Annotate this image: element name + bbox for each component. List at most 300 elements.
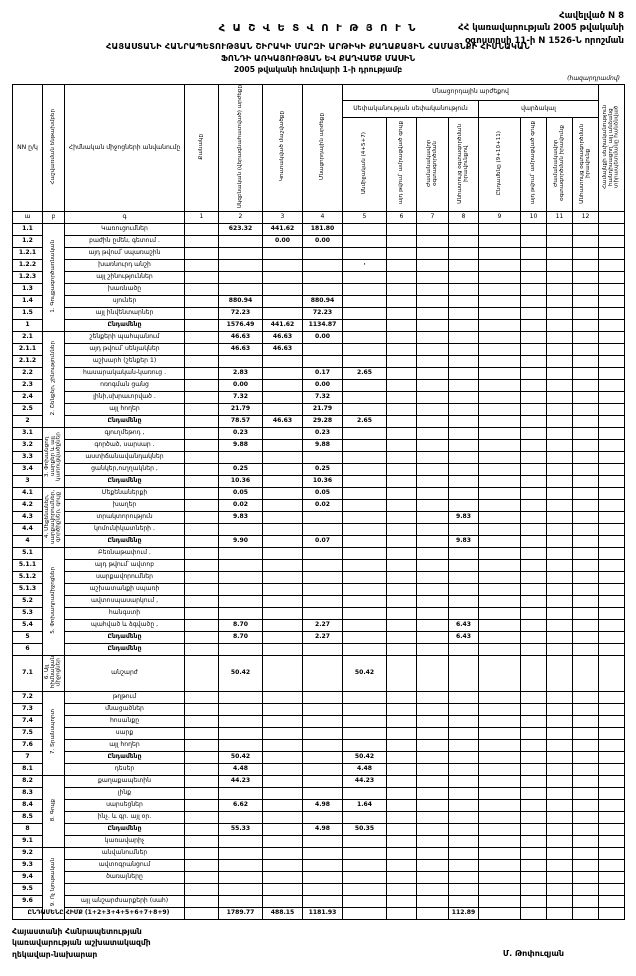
cell-c6 <box>417 871 449 883</box>
cell-c9 <box>521 235 547 247</box>
col-h7: Անհատույց օգտագործման իրավունքով <box>449 118 479 212</box>
cell-c2 <box>263 607 303 619</box>
cell-c4: 1.64 <box>343 799 387 811</box>
cell-c7: 9.83 <box>449 511 479 523</box>
cell-c6 <box>417 691 449 703</box>
row-label: խառնուրդ անշի <box>65 259 185 271</box>
table-row <box>13 787 625 799</box>
cell-c1: 46.63 <box>219 331 263 343</box>
table-row <box>13 331 625 343</box>
cell-c1: 2.83 <box>219 367 263 379</box>
cell-c9 <box>521 463 547 475</box>
cell-c11 <box>573 583 599 595</box>
cell-c12 <box>599 775 625 787</box>
row-id: 8.2 <box>13 775 43 787</box>
cell-c5 <box>387 511 417 523</box>
cell-c0 <box>185 487 219 499</box>
cell-c8 <box>479 367 521 379</box>
row-label: ինչ. և գր. այլ օր. <box>65 811 185 823</box>
annex-line3: օգոստոսի 11-ի N 1526-Ն որոշման <box>465 35 624 46</box>
cell-c9 <box>521 559 547 571</box>
row-group: 7. Տրանսպորտ <box>43 691 65 775</box>
cell-c9 <box>521 367 547 379</box>
cell-c8 <box>479 883 521 895</box>
cell-c9 <box>521 343 547 355</box>
cell-c5 <box>387 487 417 499</box>
cell-c12 <box>599 331 625 343</box>
cell-c7 <box>449 895 479 907</box>
cell-c9 <box>521 319 547 331</box>
cell-c10 <box>547 631 573 643</box>
cell-c11 <box>573 559 599 571</box>
cell-c4: 2.65 <box>343 415 387 427</box>
cell-c9 <box>521 583 547 595</box>
cell-c5 <box>387 811 417 823</box>
row-group: 5. Փոխադրամիջոցներ <box>43 547 65 655</box>
cell-c10 <box>547 823 573 835</box>
row-id: 4.2 <box>13 499 43 511</box>
cell-c0 <box>185 355 219 367</box>
cell-c3 <box>303 703 343 715</box>
cell-c4 <box>343 403 387 415</box>
cell-c0 <box>185 823 219 835</box>
cell-c6 <box>417 307 449 319</box>
cell-c4 <box>343 499 387 511</box>
cell-c2 <box>263 463 303 475</box>
cell-c5 <box>387 559 417 571</box>
cell-c4 <box>343 547 387 559</box>
row-label: Ընդամենը <box>65 535 185 547</box>
cell-c2 <box>263 283 303 295</box>
colnum-15 <box>599 211 625 223</box>
cell-c0 <box>185 703 219 715</box>
row-id: 2.1.1 <box>13 343 43 355</box>
cell-c9 <box>521 691 547 703</box>
cell-c12 <box>599 511 625 523</box>
cell-c12 <box>599 835 625 847</box>
cell-c11 <box>573 379 599 391</box>
cell-c2 <box>263 763 303 775</box>
cell-c12 <box>599 355 625 367</box>
cell-c3: 0.23 <box>303 427 343 439</box>
cell-c6 <box>417 475 449 487</box>
cell-c10 <box>547 463 573 475</box>
cell-c11 <box>573 283 599 295</box>
cell-c4: 50.42 <box>343 655 387 691</box>
cell-c1: 10.36 <box>219 475 263 487</box>
cell-c3 <box>303 283 343 295</box>
cell-c0 <box>185 859 219 871</box>
cell-c3: 9.88 <box>303 439 343 451</box>
row-group: 1. Գույքագործառնական <box>43 223 65 331</box>
row-label: այլ հողեր <box>65 403 185 415</box>
cell-c8 <box>479 427 521 439</box>
cell-c2 <box>263 379 303 391</box>
cell-c10 <box>547 235 573 247</box>
row-label: քաղաքապետին <box>65 775 185 787</box>
grand-total-c7: 112.89 <box>449 907 479 919</box>
cell-c5 <box>387 223 417 235</box>
cell-c0 <box>185 235 219 247</box>
cell-c9 <box>521 775 547 787</box>
cell-c6 <box>417 751 449 763</box>
cell-c4 <box>343 283 387 295</box>
row-label: այլ շինություններ <box>65 271 185 283</box>
table-row <box>13 307 625 319</box>
fixed-assets-table <box>12 84 625 920</box>
cell-c2 <box>263 775 303 787</box>
cell-c2 <box>263 355 303 367</box>
cell-c2 <box>263 571 303 583</box>
page-title: Հ Ա Շ Վ Ե Տ Վ Ո Ւ Թ Յ Ո Ւ Ն <box>218 22 418 34</box>
cell-c2 <box>263 739 303 751</box>
cell-c6 <box>417 511 449 523</box>
cell-c10 <box>547 319 573 331</box>
cell-c3 <box>303 343 343 355</box>
cell-c3 <box>303 835 343 847</box>
cell-c6 <box>417 403 449 415</box>
cell-c1 <box>219 247 263 259</box>
row-id: 2.1 <box>13 331 43 343</box>
cell-c10 <box>547 355 573 367</box>
row-label: Ընդամենը <box>65 643 185 655</box>
signature: Մ. Թոփուզյան <box>502 948 564 958</box>
cell-c12 <box>599 583 625 595</box>
cell-c11 <box>573 343 599 355</box>
cell-c10 <box>547 247 573 259</box>
cell-c9 <box>521 307 547 319</box>
row-label: կառավարիչ <box>65 835 185 847</box>
cell-c4: 44.23 <box>343 775 387 787</box>
cell-c11 <box>573 415 599 427</box>
cell-c4 <box>343 727 387 739</box>
cell-c2 <box>263 727 303 739</box>
table-row <box>13 895 625 907</box>
cell-c1: 0.00 <box>219 379 263 391</box>
cell-c6 <box>417 619 449 631</box>
cell-c12 <box>599 223 625 235</box>
cell-c7: 6.43 <box>449 619 479 631</box>
cell-c12 <box>599 559 625 571</box>
cell-c1: 0.05 <box>219 487 263 499</box>
cell-c9 <box>521 811 547 823</box>
cell-c1 <box>219 259 263 271</box>
cell-c8 <box>479 727 521 739</box>
row-label: գյուղմեթոդ , <box>65 427 185 439</box>
cell-c5 <box>387 247 417 259</box>
cell-c1: 4.48 <box>219 763 263 775</box>
cell-c0 <box>185 883 219 895</box>
cell-c7 <box>449 259 479 271</box>
table-row <box>13 811 625 823</box>
table-row <box>13 271 625 283</box>
cell-c0 <box>185 835 219 847</box>
cell-c7 <box>449 739 479 751</box>
row-label: խառնածը <box>65 283 185 295</box>
cell-c0 <box>185 427 219 439</box>
table-row <box>13 235 625 247</box>
cell-c10 <box>547 391 573 403</box>
cell-c6 <box>417 715 449 727</box>
cell-c5 <box>387 655 417 691</box>
cell-c10 <box>547 691 573 703</box>
cell-c12 <box>599 343 625 355</box>
cell-c11 <box>573 247 599 259</box>
cell-c7 <box>449 727 479 739</box>
cell-c1: 78.57 <box>219 415 263 427</box>
col-h5: այդ թվում՝ ամրացված գույք <box>387 118 417 212</box>
cell-c5 <box>387 691 417 703</box>
cell-c9 <box>521 751 547 763</box>
cell-c2 <box>263 787 303 799</box>
cell-c10 <box>547 295 573 307</box>
cell-c2 <box>263 535 303 547</box>
annex-line2: ՀՀ կառավարության 2005 թվականի <box>458 23 624 34</box>
cell-c11 <box>573 367 599 379</box>
colnum-7: 5 <box>343 211 387 223</box>
cell-c4 <box>343 703 387 715</box>
row-label: հասարակական-կառուց . <box>65 367 185 379</box>
row-id: 8.3 <box>13 787 43 799</box>
cell-c7 <box>449 799 479 811</box>
cell-c12 <box>599 379 625 391</box>
cell-c3 <box>303 883 343 895</box>
cell-c10 <box>547 547 573 559</box>
cell-c12 <box>599 571 625 583</box>
cell-c2 <box>263 523 303 535</box>
cell-c3: 0.25 <box>303 463 343 475</box>
cell-c12 <box>599 235 625 247</box>
cell-c8 <box>479 331 521 343</box>
cell-c2 <box>263 883 303 895</box>
table-row <box>13 415 625 427</box>
row-label: թղթում <box>65 691 185 703</box>
cell-c4 <box>343 331 387 343</box>
cell-c8 <box>479 703 521 715</box>
cell-c8 <box>479 811 521 823</box>
cell-c9 <box>521 571 547 583</box>
cell-c9 <box>521 787 547 799</box>
cell-c11 <box>573 451 599 463</box>
cell-c5 <box>387 283 417 295</box>
cell-c12 <box>599 403 625 415</box>
column-number-row <box>13 211 625 223</box>
cell-c12 <box>599 463 625 475</box>
row-label: ցանկեր,ուղղակներ , <box>65 463 185 475</box>
cell-c9 <box>521 451 547 463</box>
cell-c8 <box>479 535 521 547</box>
cell-c8 <box>479 595 521 607</box>
row-id: 7.1 <box>13 655 43 691</box>
cell-c10 <box>547 475 573 487</box>
cell-c12 <box>599 715 625 727</box>
row-label: կոմունիկատների . <box>65 523 185 535</box>
cell-c12 <box>599 247 625 259</box>
table-row <box>13 391 625 403</box>
cell-c10 <box>547 727 573 739</box>
cell-c3 <box>303 811 343 823</box>
cell-c4 <box>343 487 387 499</box>
cell-c4 <box>343 355 387 367</box>
row-label: դեսեր <box>65 763 185 775</box>
cell-c1 <box>219 883 263 895</box>
cell-c2 <box>263 847 303 859</box>
cell-c12 <box>599 883 625 895</box>
cell-c9 <box>521 835 547 847</box>
cell-c6 <box>417 415 449 427</box>
cell-c3 <box>303 571 343 583</box>
cell-c2 <box>263 259 303 271</box>
cell-c12 <box>599 259 625 271</box>
cell-c5 <box>387 379 417 391</box>
table-row <box>13 619 625 631</box>
cell-c6 <box>417 631 449 643</box>
cell-c3: 0.00 <box>303 331 343 343</box>
cell-c4 <box>343 379 387 391</box>
cell-c2 <box>263 439 303 451</box>
cell-c0 <box>185 523 219 535</box>
cell-c0 <box>185 691 219 703</box>
cell-c3: 4.98 <box>303 799 343 811</box>
cell-c3: 0.00 <box>303 235 343 247</box>
cell-c2: 46.63 <box>263 331 303 343</box>
cell-c12 <box>599 607 625 619</box>
cell-c6 <box>417 739 449 751</box>
cell-c2 <box>263 835 303 847</box>
cell-c6 <box>417 547 449 559</box>
cell-c12 <box>599 763 625 775</box>
cell-c1: 6.62 <box>219 799 263 811</box>
cell-c2 <box>263 895 303 907</box>
cell-c9 <box>521 763 547 775</box>
col-h4: Անմիջական (4+5+7) <box>343 118 387 212</box>
table-row <box>13 595 625 607</box>
cell-c11 <box>573 439 599 451</box>
cell-c11 <box>573 703 599 715</box>
cell-c2 <box>263 715 303 727</box>
row-id: 9.4 <box>13 871 43 883</box>
row-label: խաղեր <box>65 499 185 511</box>
cell-c5 <box>387 871 417 883</box>
cell-c0 <box>185 871 219 883</box>
cell-c12 <box>599 739 625 751</box>
cell-c11 <box>573 403 599 415</box>
cell-c8 <box>479 523 521 535</box>
table-row <box>13 547 625 559</box>
cell-c1 <box>219 691 263 703</box>
cell-c2 <box>263 643 303 655</box>
cell-c6 <box>417 799 449 811</box>
cell-c0 <box>185 643 219 655</box>
cell-c10 <box>547 499 573 511</box>
cell-c0 <box>185 283 219 295</box>
cell-c4 <box>343 223 387 235</box>
cell-c8 <box>479 403 521 415</box>
cell-c1: 50.42 <box>219 751 263 763</box>
cell-c2: 46.63 <box>263 343 303 355</box>
table-row <box>13 511 625 523</box>
cell-c10 <box>547 271 573 283</box>
cell-c2 <box>263 367 303 379</box>
cell-c5 <box>387 451 417 463</box>
table-row <box>13 823 625 835</box>
cell-c6 <box>417 319 449 331</box>
table-row <box>13 475 625 487</box>
cell-c12 <box>599 439 625 451</box>
cell-c7 <box>449 691 479 703</box>
row-id: 8.1 <box>13 763 43 775</box>
row-label: Ընդամենը <box>65 751 185 763</box>
cell-c0 <box>185 655 219 691</box>
cell-c3 <box>303 583 343 595</box>
table-row <box>13 319 625 331</box>
cell-c9 <box>521 535 547 547</box>
cell-c5 <box>387 427 417 439</box>
cell-c9 <box>521 727 547 739</box>
table-row <box>13 523 625 535</box>
colnum-5: 3 <box>263 211 303 223</box>
cell-c10 <box>547 775 573 787</box>
row-id: 1.1 <box>13 223 43 235</box>
cell-c8 <box>479 787 521 799</box>
cell-c1 <box>219 859 263 871</box>
cell-c5 <box>387 751 417 763</box>
cell-c1: 50.42 <box>219 655 263 691</box>
cell-c9 <box>521 715 547 727</box>
row-label: Մեքենաներքի <box>65 487 185 499</box>
cell-c1: 8.70 <box>219 631 263 643</box>
cell-c11 <box>573 835 599 847</box>
row-label: անշարժ <box>65 655 185 691</box>
cell-c7 <box>449 547 479 559</box>
row-id: 9.6 <box>13 895 43 907</box>
table-body <box>13 223 625 919</box>
row-label: անվանումներ <box>65 847 185 859</box>
cell-c7 <box>449 331 479 343</box>
col-h6: Ժամանակավոր օգտագործման <box>417 118 449 212</box>
cell-c12 <box>599 307 625 319</box>
row-id: 3.4 <box>13 463 43 475</box>
row-label: այլ հողեր <box>65 739 185 751</box>
cell-c4 <box>343 643 387 655</box>
cell-c7 <box>449 787 479 799</box>
cell-c11 <box>573 475 599 487</box>
cell-c1 <box>219 787 263 799</box>
cell-c12 <box>599 799 625 811</box>
cell-c8 <box>479 751 521 763</box>
cell-c5 <box>387 847 417 859</box>
table-row <box>13 631 625 643</box>
cell-c1 <box>219 811 263 823</box>
cell-c9 <box>521 271 547 283</box>
cell-c11 <box>573 859 599 871</box>
cell-c0 <box>185 619 219 631</box>
row-id: 5.3 <box>13 607 43 619</box>
cell-c3 <box>303 775 343 787</box>
cell-c0 <box>185 499 219 511</box>
cell-c4 <box>343 883 387 895</box>
col-group-main: Մնացորդային արժեքով <box>343 84 599 101</box>
cell-c4 <box>343 871 387 883</box>
cell-c12 <box>599 655 625 691</box>
cell-c0 <box>185 343 219 355</box>
cell-c0 <box>185 379 219 391</box>
cell-c12 <box>599 523 625 535</box>
cell-c4 <box>343 847 387 859</box>
cell-c7 <box>449 355 479 367</box>
row-id: 1.5 <box>13 307 43 319</box>
cell-c10 <box>547 223 573 235</box>
